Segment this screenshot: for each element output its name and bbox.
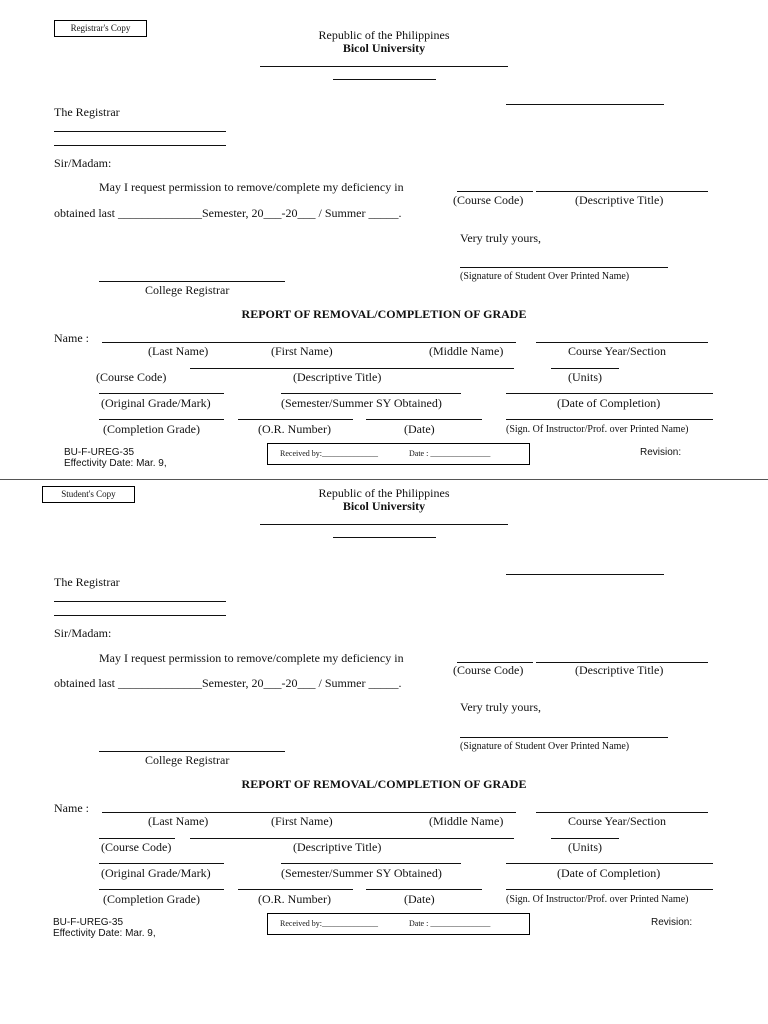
received-date-label: Date : _______________: [409, 919, 491, 928]
completion-grade-line[interactable]: [99, 419, 224, 420]
or-number-line[interactable]: [238, 889, 353, 890]
college-registrar-line[interactable]: [99, 281, 285, 282]
request-body-line-1: May I request permission to remove/complete my deficiency in: [99, 651, 404, 665]
or-number-label: (O.R. Number): [258, 892, 331, 906]
completion-grade-label: (Completion Grade): [103, 422, 200, 436]
date-completion-label: (Date of Completion): [557, 396, 661, 410]
date-field-line[interactable]: [366, 419, 482, 420]
instructor-sign-label: (Sign. Of Instructor/Prof. over Printed Name): [506, 424, 689, 435]
salutation: Sir/Madam:: [54, 156, 112, 170]
college-registrar-label: College Registrar: [145, 283, 230, 297]
address-line-1[interactable]: [54, 131, 226, 132]
semester-obtained-label: (Semester/Summer SY Obtained): [281, 396, 442, 410]
semester-obtained-line[interactable]: [281, 393, 461, 394]
middle-name-label: (Middle Name): [429, 814, 504, 828]
semester-obtained-label: (Semester/Summer SY Obtained): [281, 866, 442, 880]
name-label: Name :: [54, 801, 89, 815]
copy-tag: Student's Copy: [42, 486, 135, 503]
completion-grade-line[interactable]: [99, 889, 224, 890]
received-by-label: Received by:______________: [280, 919, 378, 928]
first-name-label: (First Name): [271, 814, 333, 828]
or-number-line[interactable]: [238, 419, 353, 420]
registrar-copy-form: [0, 0, 768, 470]
header-university: Bicol University: [342, 499, 426, 513]
signature-label: (Signature of Student Over Printed Name): [460, 741, 630, 752]
course-year-section-line[interactable]: [536, 342, 708, 343]
addressee: The Registrar: [54, 105, 120, 119]
revision-label: Revision:: [651, 917, 693, 928]
report-title: REPORT OF REMOVAL/COMPLETION OF GRADE: [241, 777, 527, 791]
received-box: [267, 913, 530, 935]
header-line-1: [260, 66, 508, 67]
copy-tag: Registrar's Copy: [54, 20, 147, 37]
descriptive-title-field-line[interactable]: [190, 368, 514, 369]
header-university: Bicol University: [342, 41, 426, 55]
header-line-2: [333, 79, 436, 80]
course-year-section-line[interactable]: [536, 812, 708, 813]
closing: Very truly yours,: [460, 231, 541, 245]
date-line[interactable]: [506, 104, 664, 105]
course-year-section-label: Course Year/Section: [568, 814, 666, 828]
units-label: (Units): [568, 370, 602, 384]
course-code-field-label: (Course Code): [96, 370, 167, 384]
last-name-label: (Last Name): [148, 344, 209, 358]
descriptive-title-field-label: (Descriptive Title): [293, 370, 382, 384]
instructor-sign-line[interactable]: [506, 889, 713, 890]
descriptive-title-line[interactable]: [536, 191, 708, 192]
completion-grade-label: (Completion Grade): [103, 892, 200, 906]
course-code-line[interactable]: [457, 191, 533, 192]
instructor-sign-label: (Sign. Of Instructor/Prof. over Printed Name): [506, 894, 689, 905]
revision-label: Revision:: [640, 447, 682, 458]
descriptive-title-label: (Descriptive Title): [575, 663, 664, 677]
signature-line[interactable]: [460, 737, 668, 738]
header-country: Republic of the Philippines: [318, 486, 450, 500]
original-grade-line[interactable]: [99, 863, 224, 864]
course-code-label: (Course Code): [453, 193, 524, 207]
header-line-1: [260, 524, 508, 525]
units-label: (Units): [568, 840, 602, 854]
first-name-label: (First Name): [271, 344, 333, 358]
units-line[interactable]: [551, 838, 619, 839]
middle-name-label: (Middle Name): [429, 344, 504, 358]
semester-obtained-line[interactable]: [281, 863, 461, 864]
received-box: [267, 443, 530, 465]
date-completion-line[interactable]: [506, 393, 713, 394]
address-line-1[interactable]: [54, 601, 226, 602]
effectivity-date: Effectivity Date: Mar. 9,: [64, 458, 167, 469]
original-grade-line[interactable]: [99, 393, 224, 394]
request-body-line-1: May I request permission to remove/complete my deficiency in: [99, 180, 404, 194]
descriptive-title-field-label: (Descriptive Title): [293, 840, 382, 854]
name-line[interactable]: [102, 812, 516, 813]
address-line-2[interactable]: [54, 615, 226, 616]
units-line[interactable]: [551, 368, 619, 369]
original-grade-label: (Original Grade/Mark): [101, 866, 211, 880]
signature-label: (Signature of Student Over Printed Name): [460, 271, 630, 282]
last-name-label: (Last Name): [148, 814, 209, 828]
course-code-label: (Course Code): [453, 663, 524, 677]
student-copy-form: [0, 470, 768, 940]
date-label: (Date): [404, 422, 435, 436]
header-line-2: [333, 537, 436, 538]
address-line-2[interactable]: [54, 145, 226, 146]
or-number-label: (O.R. Number): [258, 422, 331, 436]
request-body-line-2: obtained last ______________Semester, 20___-20___ / Summer _____.: [54, 206, 402, 220]
closing: Very truly yours,: [460, 700, 541, 714]
descriptive-title-field-line[interactable]: [190, 838, 514, 839]
college-registrar-line[interactable]: [99, 751, 285, 752]
report-title: REPORT OF REMOVAL/COMPLETION OF GRADE: [241, 307, 527, 321]
addressee: The Registrar: [54, 575, 120, 589]
college-registrar-label: College Registrar: [145, 753, 230, 767]
request-body-line-2: obtained last ______________Semester, 20___-20___ / Summer _____.: [54, 676, 402, 690]
salutation: Sir/Madam:: [54, 626, 112, 640]
date-field-line[interactable]: [366, 889, 482, 890]
name-label: Name :: [54, 331, 89, 345]
received-date-label: Date : _______________: [409, 449, 491, 458]
effectivity-date: Effectivity Date: Mar. 9,: [53, 928, 156, 939]
course-code-field-label: (Course Code): [101, 840, 172, 854]
original-grade-label: (Original Grade/Mark): [101, 396, 211, 410]
date-label: (Date): [404, 892, 435, 906]
descriptive-title-label: (Descriptive Title): [575, 193, 664, 207]
name-line[interactable]: [102, 342, 516, 343]
course-code-field-line[interactable]: [99, 838, 175, 839]
form-code: BU-F-UREG-35: [53, 917, 124, 928]
date-line[interactable]: [506, 574, 664, 575]
received-by-label: Received by:______________: [280, 449, 378, 458]
instructor-sign-line[interactable]: [506, 419, 713, 420]
date-completion-line[interactable]: [506, 863, 713, 864]
header-country: Republic of the Philippines: [318, 28, 450, 42]
form-code: BU-F-UREG-35: [64, 447, 135, 458]
signature-line[interactable]: [460, 267, 668, 268]
course-year-section-label: Course Year/Section: [568, 344, 666, 358]
date-completion-label: (Date of Completion): [557, 866, 661, 880]
